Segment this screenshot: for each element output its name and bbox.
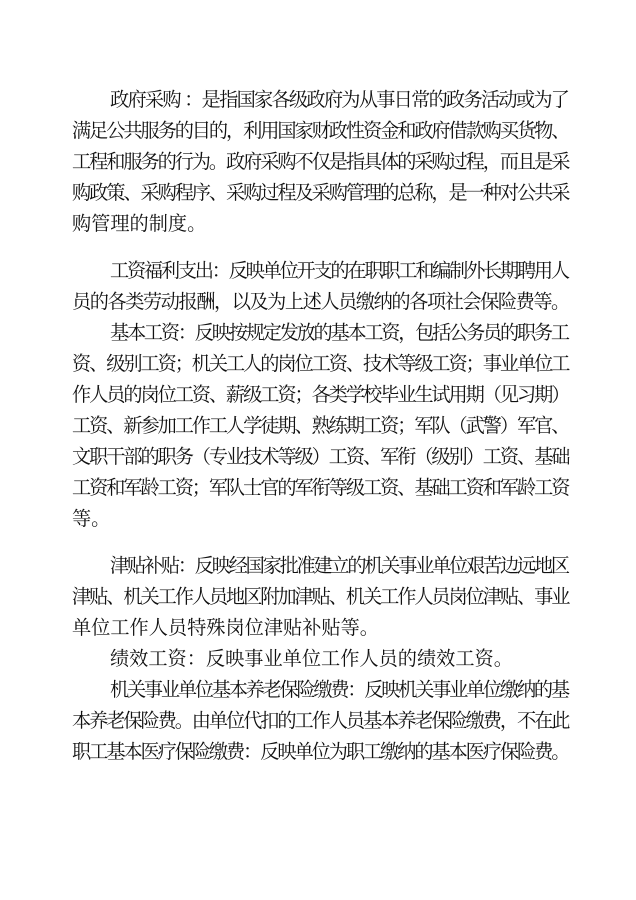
paragraph-pension-line-1: 机关事业单位基本养老保险缴费：反映机关事业单位缴纳的基: [110, 678, 568, 701]
paragraph-basic-wage-line-5: 文职干部的职务（专业技术等级）工资、军衔（级别）工资、基础: [72, 445, 569, 468]
paragraph-pension-line-2: 本养老保险费。由单位代扣的工作人员基本养老保险缴费，不在此: [72, 709, 569, 732]
paragraph-government-procurement-line-5: 购管理的制度。: [72, 212, 207, 235]
paragraph-government-procurement-line-3: 工程和服务的行为。政府采购不仅是指具体的采购过程，而且是采: [72, 150, 569, 173]
paragraph-wage-welfare-line-1: 工资福利支出：反映单位开支的在职职工和编制外长期聘用人: [110, 259, 568, 282]
paragraph-basic-wage-line-3: 作人员的岗位工资、薪级工资；各类学校毕业生试用期（见习期）: [72, 383, 569, 406]
paragraph-wage-welfare-line-2: 员的各类劳动报酬，以及为上述人员缴纳的各项社会保险费等。: [72, 290, 569, 313]
paragraph-basic-wage-line-1: 基本工资：反映按规定发放的基本工资，包括公务员的职务工: [110, 321, 568, 344]
paragraph-pension-line-3: 职工基本医疗保险缴费：反映单位为职工缴纳的基本医疗保险费。: [72, 740, 569, 763]
paragraph-allowances-line-3: 单位工作人员特殊岗位津贴补贴等。: [72, 616, 379, 639]
paragraph-allowances-line-2: 津贴、机关工作人员地区附加津贴、机关工作人员岗位津贴、事业: [72, 585, 569, 608]
paragraph-basic-wage-line-7: 等。: [72, 507, 111, 530]
paragraph-basic-wage-line-4: 工资、新参加工作工人学徒期、熟练期工资；军队（武警）军官、: [72, 414, 569, 437]
paragraph-basic-wage-line-6: 工资和军龄工资；军队士官的军衔等级工资、基础工资和军龄工资: [72, 476, 569, 499]
paragraph-basic-wage-line-2: 资、级别工资；机关工人的岗位工资、技术等级工资；事业单位工: [72, 352, 569, 375]
paragraph-allowances-line-1: 津贴补贴：反映经国家批准建立的机关事业单位艰苦边远地区: [110, 554, 568, 577]
paragraph-government-procurement-line-1: 政府采购 ：是指国家各级政府为从事日常的政务活动或为了: [110, 88, 569, 111]
paragraph-performance-wage-line-1: 绩效工资：反映事业单位工作人员的绩效工资。: [110, 647, 513, 670]
paragraph-government-procurement-line-2: 满足公共服务的目的，利用国家财政性资金和政府借款购买货物、: [72, 119, 569, 142]
paragraph-government-procurement-line-4: 购政策、采购程序、采购过程及采购管理的总称，是一种对公共采: [72, 181, 569, 204]
